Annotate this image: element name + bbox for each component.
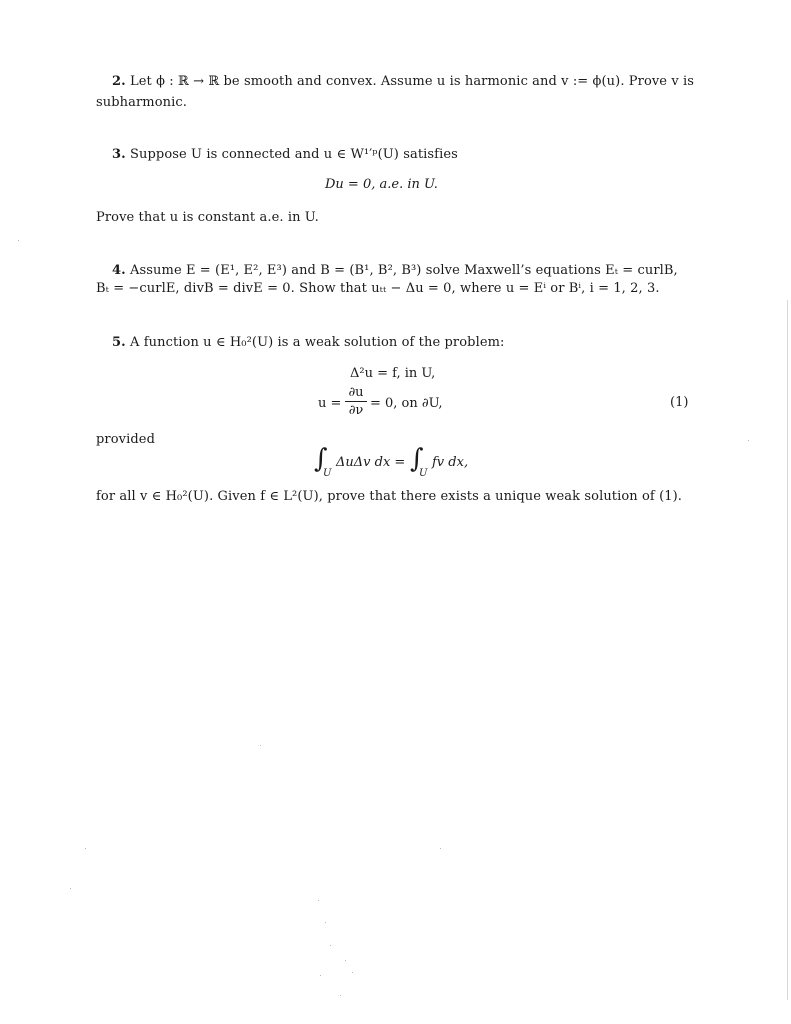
problem-5-last-line: for all v ∈ H₀²(U). Given f ∈ L²(U), prove that there exists a unique weak solution of (1). <box>96 489 683 504</box>
scan-speck <box>340 995 341 996</box>
problem-3-equation: Du = 0, a.e. in U. <box>325 177 438 192</box>
problem-2-line-2: subharmonic. <box>96 95 188 110</box>
integral-sign-left: ∫ <box>314 444 328 474</box>
problem-5-line-1 <box>112 335 505 351</box>
scan-speck <box>320 975 321 976</box>
problem-3-line-1 <box>112 147 458 163</box>
problem-5-text: A function u ∈ H₀²(U) is a weak solution of the problem: <box>130 335 505 350</box>
problem-4-number: 4. <box>112 263 126 278</box>
problem-3-text: Suppose U is connected and u ∈ W¹′ᵖ(U) satisfies <box>130 147 458 162</box>
problem-5-number: 5. <box>112 335 126 350</box>
provided-word: provided <box>96 432 156 447</box>
scan-speck <box>748 440 749 441</box>
scan-edge-line <box>787 300 788 1000</box>
scan-speck <box>325 922 326 923</box>
problem-3-number: 3. <box>112 147 126 162</box>
fraction-denominator: ∂ν <box>348 403 364 418</box>
weak-form-right: fv dx, <box>432 455 469 470</box>
integral-domain-right: U <box>419 468 428 479</box>
problem-3-line-2: Prove that u is constant a.e. in U. <box>96 210 319 225</box>
problem-2-number: 2. <box>112 74 126 89</box>
scan-speck <box>345 960 346 961</box>
biharmonic-equation: Δ²u = f, in U, <box>350 366 436 381</box>
boundary-condition-right: = 0, on ∂U, <box>370 396 443 411</box>
scan-speck <box>70 888 71 889</box>
scan-speck <box>440 848 441 849</box>
scan-speck <box>352 972 353 973</box>
problem-2-text: Let ϕ : ℝ → ℝ be smooth and convex. Assume u is harmonic and v := ϕ(u). Prove v is <box>130 74 695 89</box>
problem-4-text: Assume E = (E¹, E², E³) and B = (B¹, B², B³) solve Maxwell’s equations Eₜ = curlB, <box>130 263 678 278</box>
problem-2-line-1 <box>112 74 694 90</box>
scan-speck <box>18 240 19 241</box>
integral-domain-left: U <box>323 468 332 479</box>
scan-speck <box>260 745 261 746</box>
fraction-numerator: ∂u <box>348 385 364 400</box>
equation-label: (1) <box>670 395 689 410</box>
fraction-bar <box>345 401 367 402</box>
boundary-condition-left: u = <box>318 396 342 411</box>
problem-4-line-1 <box>112 263 678 279</box>
scan-speck <box>318 900 319 901</box>
normal-derivative-fraction <box>345 385 367 418</box>
weak-form-left: ΔuΔv dx = <box>336 455 406 470</box>
scan-speck <box>330 945 331 946</box>
problem-4-line-2: Bₜ = −curlE, divB = divE = 0. Show that uₜₜ − Δu = 0, where u = Eⁱ or Bⁱ, i = 1, 2, 3. <box>96 281 660 296</box>
scan-speck <box>85 848 86 849</box>
integral-sign-right: ∫ <box>410 444 424 474</box>
